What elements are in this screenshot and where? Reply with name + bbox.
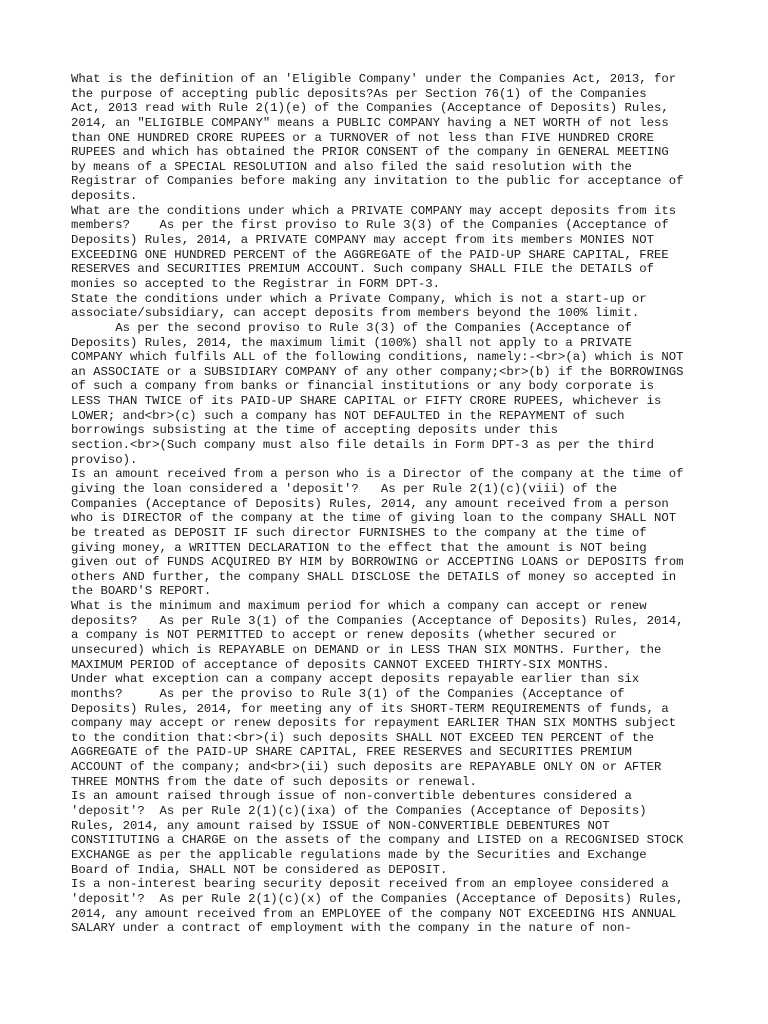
- text-line: deposits? As per Rule 3(1) of the Companies (Acceptance of Deposits) Rules, 2014,: [71, 613, 684, 628]
- text-line: ACCOUNT of the company; and<br>(ii) such deposits are REPAYABLE ONLY ON or AFTER: [71, 760, 662, 775]
- text-line: than ONE HUNDRED CRORE RUPEES or a TURNOVER of not less than FIVE HUNDRED CRORE: [71, 130, 654, 145]
- text-line: a company is NOT PERMITTED to accept or renew deposits (whether secured or: [71, 628, 618, 643]
- text-line: MAXIMUM PERIOD of acceptance of deposits CANNOT EXCEED THIRTY-SIX MONTHS.: [71, 657, 610, 672]
- text-line: Board of India, SHALL NOT be considered as DEPOSIT.: [71, 862, 448, 877]
- text-line: 2014, any amount received from an EMPLOYEE of the company NOT EXCEEDING HIS ANNUAL: [71, 906, 677, 921]
- text-line: What is the minimum and maximum period for which a company can accept or renew: [71, 599, 647, 614]
- text-line: EXCEEDING ONE HUNDRED PERCENT of the AGGREGATE of the PAID-UP SHARE CAPITAL, FREE: [71, 247, 669, 262]
- text-line: RUPEES and which has obtained the PRIOR CONSENT of the company in GENERAL MEETING: [71, 145, 669, 160]
- text-line: members? As per the first proviso to Rule 3(3) of the Companies (Acceptance of: [71, 218, 669, 233]
- text-line: RESERVES and SECURITIES PREMIUM ACCOUNT. Such company SHALL FILE the DETAILS of: [71, 262, 654, 277]
- text-line: LOWER; and<br>(c) such a company has NOT DEFAULTED in the REPAYMENT of such: [71, 408, 625, 423]
- text-line: Rules, 2014, any amount raised by ISSUE of NON-CONVERTIBLE DEBENTURES NOT: [71, 818, 610, 833]
- text-line: associate/subsidiary, can accept deposits from members beyond the 100% limit.: [71, 306, 640, 321]
- text-line: who is DIRECTOR of the company at the time of giving loan to the company SHALL NOT: [71, 511, 677, 526]
- text-line: unsecured) which is REPAYABLE on DEMAND or in LESS THAN SIX MONTHS. Further, the: [71, 642, 662, 657]
- text-line: giving money, a WRITTEN DECLARATION to the effect that the amount is NOT being: [71, 540, 647, 555]
- text-line: State the conditions under which a Private Company, which is not a start-up or: [71, 291, 647, 306]
- text-line: THREE MONTHS from the date of such deposits or renewal.: [71, 774, 477, 789]
- text-line: proviso).: [71, 452, 138, 467]
- text-line: Is an amount received from a person who is a Director of the company at the time of: [71, 467, 684, 482]
- text-line: What are the conditions under which a PRIVATE COMPANY may accept deposits from its: [71, 203, 677, 218]
- text-line: What is the definition of an 'Eligible Company' under the Companies Act, 2013, for: [71, 72, 677, 86]
- text-line: Companies (Acceptance of Deposits) Rules, 2014, any amount received from a person: [71, 496, 669, 511]
- text-line: Deposits) Rules, 2014, the maximum limit (100%) shall not apply to a PRIVATE: [71, 335, 632, 350]
- text-line: the BOARD'S REPORT.: [71, 584, 212, 599]
- text-line: an ASSOCIATE or a SUBSIDIARY COMPANY of any other company;<br>(b) if the BORROWINGS: [71, 364, 684, 379]
- text-line: LESS THAN TWICE of its PAID-UP SHARE CAPITAL or FIFTY CRORE RUPEES, whichever is: [71, 394, 662, 409]
- text-line: deposits.: [71, 189, 138, 204]
- text-line: company may accept or renew deposits for repayment EARLIER THAN SIX MONTHS subject: [71, 716, 677, 731]
- text-line: borrowings subsisting at the time of accepting deposits under this: [71, 423, 559, 438]
- text-line: given out of FUNDS ACQUIRED BY HIM by BORROWING or ACCEPTING LOANS or DEPOSITS from: [71, 555, 684, 570]
- text-line: AGGREGATE of the PAID-UP SHARE CAPITAL, FREE RESERVES and SECURITIES PREMIUM: [71, 745, 632, 760]
- text-line: EXCHANGE as per the applicable regulations made by the Securities and Exchange: [71, 847, 647, 862]
- text-line: others AND further, the company SHALL DISCLOSE the DETAILS of money so accepted in: [71, 569, 677, 584]
- text-line: Act, 2013 read with Rule 2(1)(e) of the Companies (Acceptance of Deposits) Rules,: [71, 101, 669, 116]
- text-line: by means of a SPECIAL RESOLUTION and also filed the said resolution with the: [71, 159, 632, 174]
- text-line: be treated as DEPOSIT IF such director FURNISHES to the company at the time of: [71, 525, 647, 540]
- text-line: SALARY under a contract of employment with the company in the nature of non-: [71, 921, 632, 936]
- text-line: the purpose of accepting public deposits?As per Section 76(1) of the Companies: [71, 86, 647, 101]
- text-line: 'deposit'? As per Rule 2(1)(c)(ixa) of the Companies (Acceptance of Deposits): [71, 804, 647, 819]
- text-line: As per the second proviso to Rule 3(3) of the Companies (Acceptance of: [71, 320, 632, 335]
- text-line: to the condition that:<br>(i) such deposits SHALL NOT EXCEED TEN PERCENT of the: [71, 730, 654, 745]
- text-line: 'deposit'? As per Rule 2(1)(c)(x) of the Companies (Acceptance of Deposits) Rules,: [71, 891, 684, 906]
- text-line: Under what exception can a company accept deposits repayable earlier than six: [71, 672, 640, 687]
- text-line: of such a company from banks or financial institutions or any body corporate is: [71, 379, 654, 394]
- text-line: giving the loan considered a 'deposit'? As per Rule 2(1)(c)(viii) of the: [71, 481, 618, 496]
- text-line: Is a non-interest bearing security deposit received from an employee considered a: [71, 877, 669, 892]
- document-body: [71, 72, 711, 936]
- text-line: Registrar of Companies before making any invitation to the public for acceptance of: [71, 174, 684, 189]
- text-line: Is an amount raised through issue of non-convertible debentures considered a: [71, 789, 632, 804]
- text-line: months? As per the proviso to Rule 3(1) of the Companies (Acceptance of: [71, 686, 625, 701]
- text-line: 2014, an "ELIGIBLE COMPANY" means a PUBLIC COMPANY having a NET WORTH of not less: [71, 115, 669, 130]
- text-line: Deposits) Rules, 2014, for meeting any of its SHORT-TERM REQUIREMENTS of funds, a: [71, 701, 669, 716]
- text-line: Deposits) Rules, 2014, a PRIVATE COMPANY may accept from its members MONIES NOT: [71, 233, 654, 248]
- text-line: COMPANY which fulfils ALL of the following conditions, namely:-<br>(a) which is NOT: [71, 350, 684, 365]
- text-line: monies so accepted to the Registrar in FORM DPT-3.: [71, 276, 440, 291]
- text-line: section.<br>(Such company must also file details in Form DPT-3 as per the third: [71, 438, 654, 453]
- text-line: CONSTITUTING a CHARGE on the assets of the company and LISTED on a RECOGNISED STOCK: [71, 833, 684, 848]
